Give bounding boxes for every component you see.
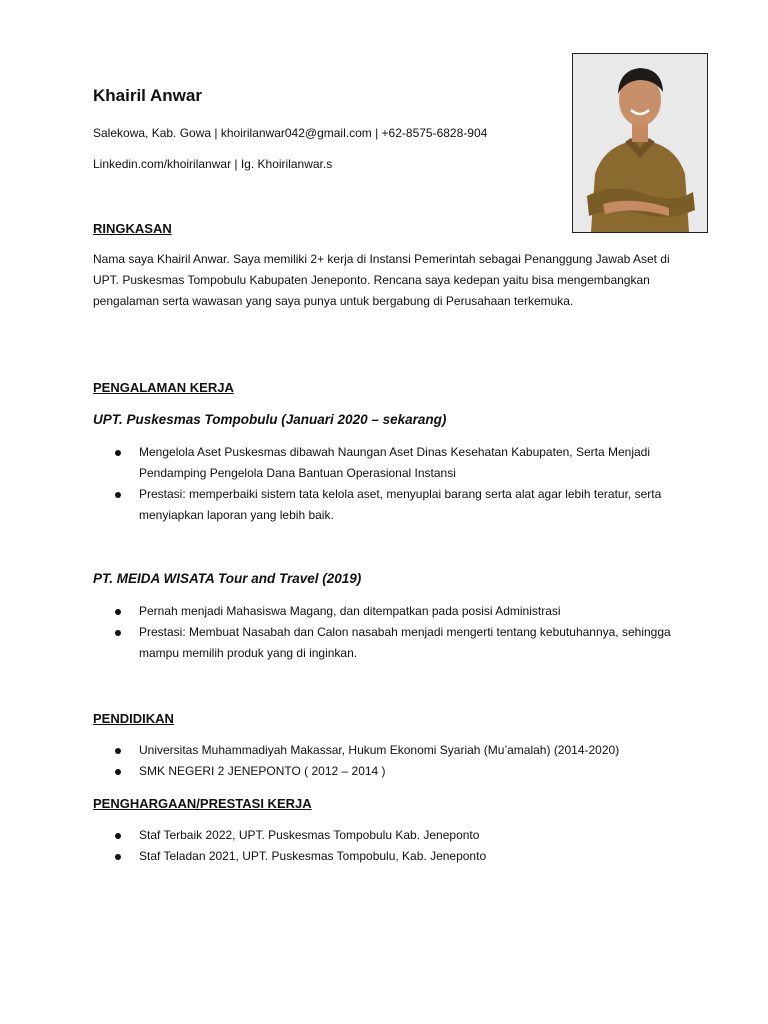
bullet-icon (115, 748, 121, 754)
bullet-icon (115, 630, 121, 636)
education-list (93, 740, 683, 782)
profile-photo (572, 53, 708, 233)
section-title-awards: PENGHARGAAN/PRESTASI KERJA (93, 796, 312, 811)
contact-line-address-email-phone: Salekowa, Kab. Gowa | khoirilanwar042@gmail.com | +62-8575-6828-904 (93, 126, 488, 140)
list-item-text: Universitas Muhammadiyah Makassar, Hukum Ekonomi Syariah (Mu’amalah) (2014-2020) (139, 743, 620, 757)
bullet-icon (115, 450, 121, 456)
list-item-text: Pernah menjadi Mahasiswa Magang, dan ditempatkan pada posisi Administrasi (139, 604, 561, 618)
list-item-text: Prestasi: Membuat Nasabah dan Calon nasabah menjadi mengerti tentang kebutuhannya, sehingga mampu memilih produk yang di inginkan. (139, 625, 671, 660)
list-item (93, 622, 683, 664)
person-name: Khairil Anwar (93, 86, 202, 105)
list-item-text: SMK NEGERI 2 JENEPONTO ( 2012 – 2014 ) (139, 764, 386, 778)
bullet-icon (115, 492, 121, 498)
awards-list (93, 825, 683, 867)
list-item (93, 442, 683, 484)
job-bullets-meida-wisata (93, 601, 683, 664)
summary-text: Nama saya Khairil Anwar. Saya memiliki 2+ kerja di Instansi Pemerintah sebagai Penanggung Jawab Aset di UPT. Puskesmas Tompobulu Kabupaten Jeneponto. Rencana saya kedepan yaitu bisa mengembangkan pengalaman serta wawasan yang saya punya untuk bergabung di Perusahaan terkemuka. (93, 252, 670, 308)
list-item (93, 484, 683, 526)
job-title-puskesmas: UPT. Puskesmas Tompobulu (Januari 2020 – sekarang) (93, 412, 447, 427)
list-item (93, 601, 683, 622)
section-title-summary: RINGKASAN (93, 221, 172, 236)
contact-line-social: Linkedin.com/khoirilanwar | Ig. Khoirilanwar.s (93, 157, 333, 171)
list-item (93, 740, 683, 761)
bullet-icon (115, 609, 121, 615)
list-item (93, 825, 683, 846)
list-item-text: Staf Teladan 2021, UPT. Puskesmas Tompobulu, Kab. Jeneponto (139, 849, 487, 863)
job-title-meida-wisata: PT. MEIDA WISATA Tour and Travel (2019) (93, 571, 362, 586)
bullet-icon (115, 854, 121, 860)
list-item-text: Mengelola Aset Puskesmas dibawah Naungan Aset Dinas Kesehatan Kabupaten, Serta Menjadi Pendamping Pengelola Dana Bantuan Operasional Instansi (139, 445, 650, 480)
bullet-icon (115, 833, 121, 839)
bullet-icon (115, 769, 121, 775)
job-bullets-puskesmas (93, 442, 683, 526)
list-item (93, 761, 683, 782)
profile-photo-illustration (573, 54, 707, 232)
list-item-text: Prestasi: memperbaiki sistem tata kelola aset, menyuplai barang serta alat agar lebih teratur, serta menyiapkan laporan yang lebih baik. (139, 487, 662, 522)
list-item (93, 846, 683, 867)
section-title-experience: PENGALAMAN KERJA (93, 380, 234, 395)
list-item-text: Staf Terbaik 2022, UPT. Puskesmas Tompobulu Kab. Jeneponto (139, 828, 480, 842)
section-title-education: PENDIDIKAN (93, 711, 174, 726)
